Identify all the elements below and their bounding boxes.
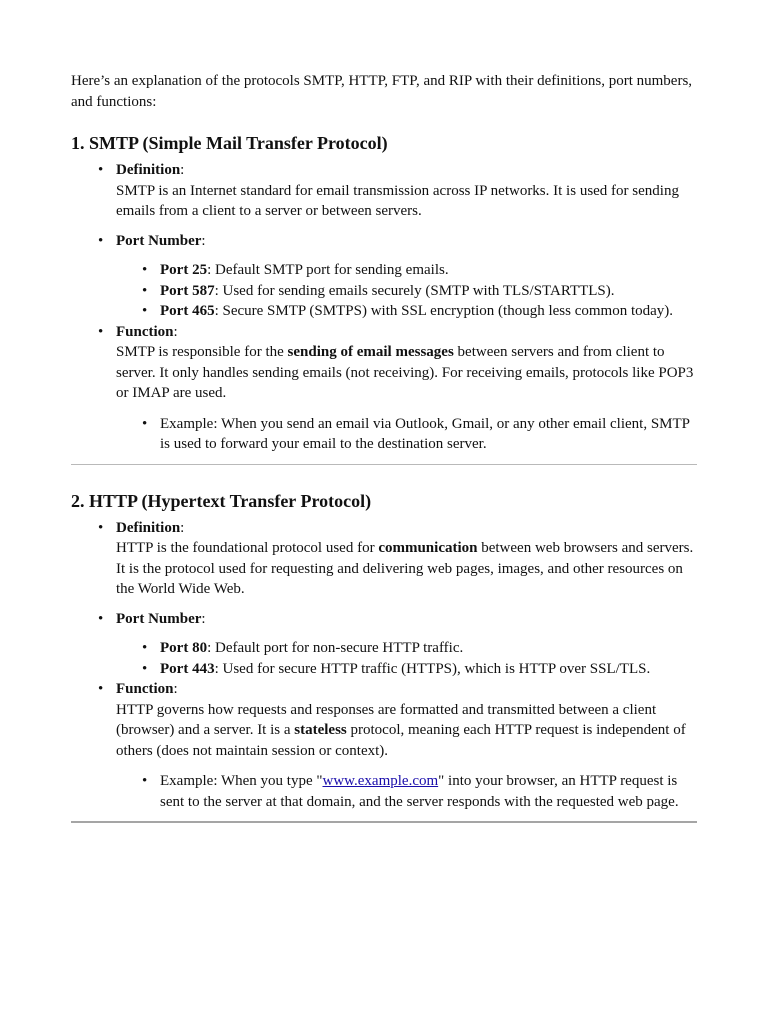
smtp-definition-text: SMTP is an Internet standard for email transmission across IP networks. It is used for sending emails from a client to a server or between servers. [116, 182, 679, 219]
http-port-item [116, 609, 697, 680]
list-item [160, 301, 697, 322]
smtp-port-list [116, 260, 697, 322]
example-link[interactable]: www.example.com [322, 773, 439, 789]
http-function-post: protocol, meaning each HTTP request is independent of others (does not maintain session or context). [116, 722, 686, 759]
colon: : [201, 232, 206, 249]
http-function-bold: stateless [294, 722, 347, 738]
section-divider [71, 821, 697, 823]
smtp-port-item [116, 231, 697, 322]
smtp-example-item: • Example: When you send an email via Outlook, Gmail, or any other email client, SMTP is used to forward your email to the destination server. [160, 414, 697, 455]
smtp-list [71, 160, 697, 455]
definition-label: Definition [116, 162, 181, 178]
smtp-function-post: between servers and from client to server. It only handles sending emails (not receiving). For receiving emails, protocols like POP3 or IMAP are used. [116, 344, 694, 401]
smtp-function-pre: SMTP is responsible for the [116, 344, 288, 360]
http-definition-pre: HTTP is the foundational protocol used for [116, 540, 379, 556]
port-name: Port 80 [160, 640, 208, 656]
port-name: Port 587 [160, 282, 215, 299]
port-desc: : Used for sending emails securely (SMTP with TLS/STARTTLS). [214, 282, 615, 299]
smtp-function-bold: sending of email messages [287, 344, 454, 360]
http-example-post: " into your browser, an HTTP request is sent to the server at that domain, and the server responds with the requested web page. [160, 773, 679, 810]
http-function-pre: HTTP governs how requests and responses are formatted and transmitted between a client (browser) and a server. It is a [116, 701, 657, 738]
port-number-label: Port Number [116, 610, 202, 627]
colon: : [173, 323, 178, 340]
smtp-definition-item [116, 160, 697, 222]
port-desc: : Used for secure HTTP traffic (HTTPS), which is HTTP over SSL/TLS. [214, 660, 651, 677]
list-item [160, 260, 697, 281]
http-definition-item [116, 518, 697, 600]
http-example-item [160, 771, 697, 812]
list-item [160, 281, 697, 302]
smtp-example-list [116, 414, 697, 455]
http-example-pre: Example: When you type " [160, 773, 323, 789]
http-definition-post: between web browsers and servers. It is the protocol used for requesting and delivering web pages, images, and other resources on the World Wide Web. [116, 540, 694, 597]
smtp-section [71, 132, 697, 455]
http-function-item [116, 679, 697, 812]
colon: : [173, 681, 178, 697]
list-item [160, 659, 697, 680]
smtp-heading: 1. SMTP (Simple Mail Transfer Protocol) [71, 133, 388, 153]
function-label: Function [116, 323, 174, 340]
http-list [71, 518, 697, 813]
section-divider [71, 464, 697, 465]
colon: : [180, 519, 185, 536]
port-name: Port 25 [160, 262, 208, 278]
definition-label: Definition [116, 519, 181, 536]
colon: : [180, 162, 185, 178]
list-item [160, 638, 697, 659]
http-definition-bold: communication [378, 540, 478, 556]
colon: : [201, 610, 206, 627]
http-section [71, 490, 697, 813]
http-heading: 2. HTTP (Hypertext Transfer Protocol) [71, 490, 372, 511]
port-name: Port 443 [160, 660, 215, 677]
intro-paragraph: Here’s an explanation of the protocols SMTP, HTTP, FTP, and RIP with their definitions, port numbers, and functions: [71, 73, 693, 110]
http-port-list [116, 638, 697, 679]
http-example-list [116, 771, 697, 812]
function-label: Function [116, 681, 174, 697]
port-number-label: Port Number [116, 232, 202, 249]
port-desc: : Default SMTP port for sending emails. [207, 262, 449, 278]
smtp-function-item [116, 322, 697, 455]
port-name: Port 465 [160, 303, 215, 319]
port-desc: : Default port for non-secure HTTP traffic. [207, 640, 464, 656]
port-desc: : Secure SMTP (SMTPS) with SSL encryption (though less common today). [214, 303, 674, 319]
